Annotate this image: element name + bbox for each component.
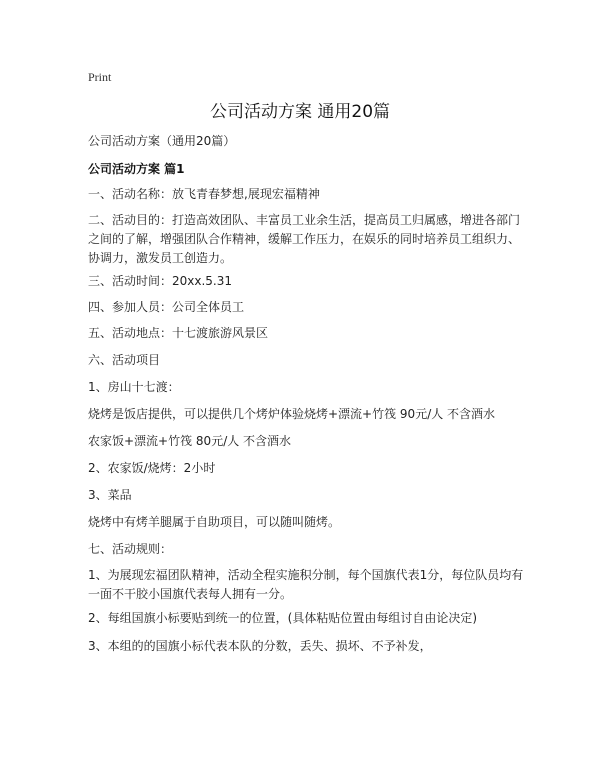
paragraph-rule-1: 1、为展现宏福团队精神，活动全程实施积分制，每个国旗代表1分，每位队员均有一面不干胶小国旗代表每人拥有一分。 <box>88 568 524 601</box>
paragraph-location: 五、活动地点：十七渡旅游风景区 <box>88 326 269 340</box>
section-heading: 公司活动方案 篇1 <box>88 162 185 176</box>
paragraph-item-3: 3、菜品 <box>88 488 132 502</box>
paragraph-activity-purpose: 二、活动目的：打造高效团队、丰富员工业余生活，提高员工归属感，增进各部门之间的了解，增强团队合作精神，缓解工作压力，在娱乐的同时培养员工组织力、协调力，激发员工创造力。 <box>88 213 521 265</box>
document-title: 公司活动方案 通用20篇 <box>209 102 391 122</box>
paragraph-activity-time: 三、活动时间：20xx.5.31 <box>88 274 233 288</box>
document-subtitle: 公司活动方案（通用20篇） <box>88 134 236 148</box>
paragraph-item-1: 1、房山十七渡： <box>88 380 180 394</box>
print-link[interactable]: Print <box>88 70 112 84</box>
paragraph-item-2: 2、农家饭/烧烤：2小时 <box>88 461 216 475</box>
paragraph-rule-2: 2、每组国旗小标要贴到统一的位置，(具体粘贴位置由每组讨自由论决定) <box>88 611 478 625</box>
paragraph-activity-items: 六、活动项目 <box>88 353 161 367</box>
paragraph-bbq-note: 烧烤中有烤羊腿属于自助项目，可以随叫随烤。 <box>88 515 341 529</box>
paragraph-participants: 四、参加人员：公司全体员工 <box>88 300 245 314</box>
paragraph-farm-meal-option: 农家饭+漂流+竹筏 80元/人 不含酒水 <box>88 434 292 448</box>
paragraph-rule-3: 3、本组的的国旗小标代表本队的分数，丢失、损坏、不予补发， <box>88 639 432 653</box>
paragraph-bbq-option: 烧烤是饭店提供，可以提供几个烤炉体验烧烤+漂流+竹筏 90元/人 不含酒水 <box>88 407 496 421</box>
paragraph-activity-name: 一、活动名称：放飞青春梦想,展现宏福精神 <box>88 187 320 201</box>
paragraph-rules-heading: 七、活动规则： <box>88 542 173 556</box>
